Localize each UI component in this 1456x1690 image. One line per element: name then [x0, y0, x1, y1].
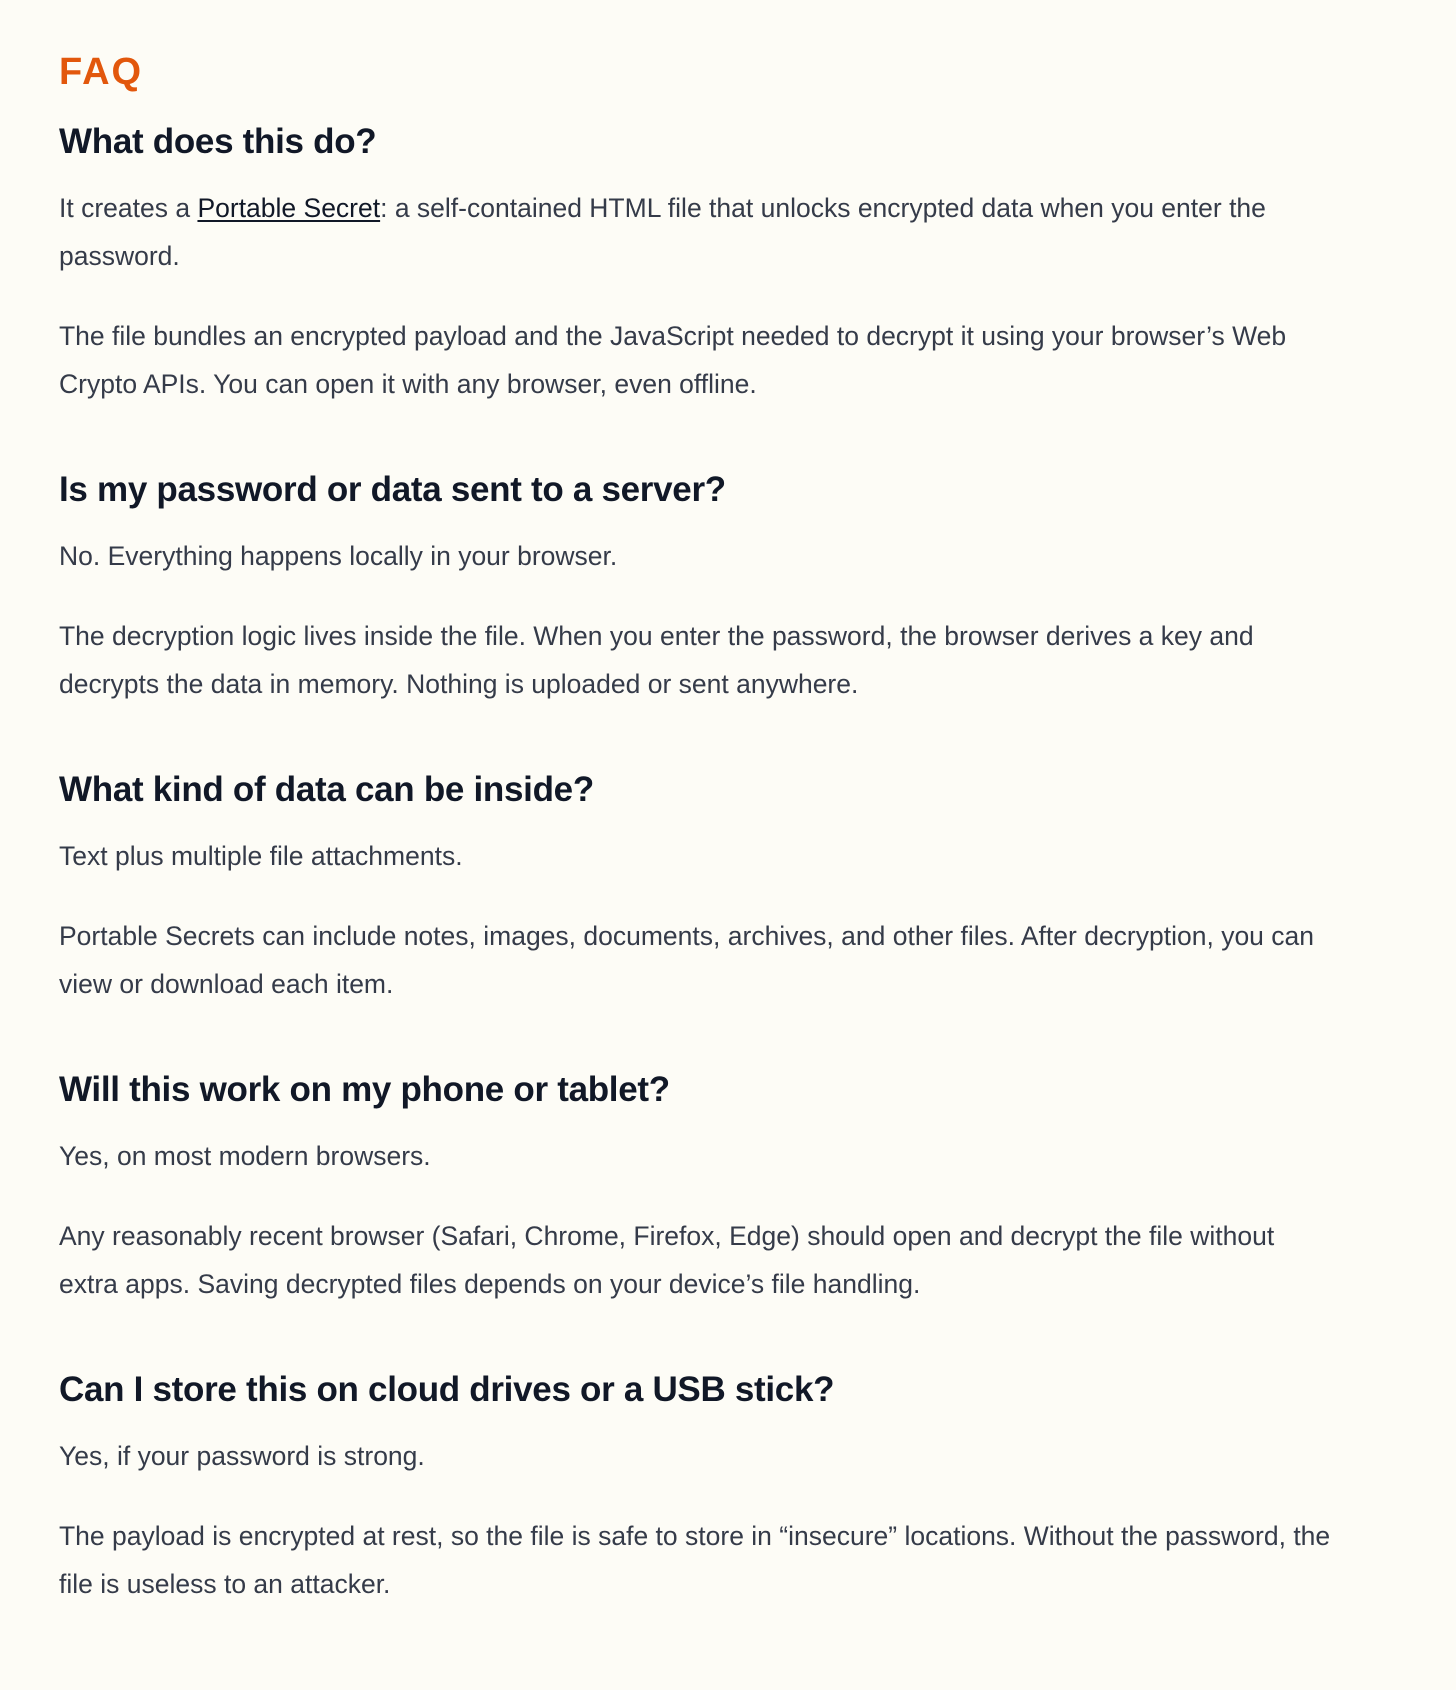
faq-answer-detail: The file bundles an encrypted payload and the JavaScript needed to decrypt it using your browser’s Web Crypto APIs. You can open it with any browser, even offline.: [59, 321, 1287, 399]
faq-answer-detail: The payload is encrypted at rest, so the file is safe to store in “insecure” locations. Without the password, the file is useless to an attacker.: [59, 1521, 1331, 1599]
portable-secret-link[interactable]: Portable Secret: [197, 193, 381, 223]
faq-answer-summary: No. Everything happens locally in your browser.: [59, 541, 618, 571]
faq-question: What does this do?: [59, 122, 377, 161]
faq-item-cloud-usb: [59, 1366, 1340, 1608]
faq-item-what-does-this-do: [59, 118, 1340, 408]
answer-text: : a self-contained HTML file that unlocks encrypted data when you enter the password.: [59, 193, 1266, 271]
faq-item-server: [59, 466, 1340, 708]
faq-question: What kind of data can be inside?: [59, 770, 594, 809]
faq-question: Is my password or data sent to a server?: [59, 470, 726, 509]
faq-title: FAQ: [59, 51, 144, 93]
faq-answer-detail: Any reasonably recent browser (Safari, Chrome, Firefox, Edge) should open and decrypt the file without extra apps. Saving decrypted files depends on your device’s file handling.: [59, 1221, 1275, 1299]
faq-answer-summary: [59, 184, 1340, 280]
faq-item-phone-tablet: [59, 1066, 1340, 1308]
faq-answer-detail: Portable Secrets can include notes, images, documents, archives, and other files. After decryption, you can view or download each item.: [59, 921, 1315, 999]
faq-question: Will this work on my phone or tablet?: [59, 1070, 670, 1109]
faq-question: Can I store this on cloud drives or a USB stick?: [59, 1370, 835, 1409]
faq-item-data-kind: [59, 766, 1340, 1008]
faq-answer-detail: The decryption logic lives inside the file. When you enter the password, the browser derives a key and decrypts the data in memory. Nothing is uploaded or sent anywhere.: [59, 621, 1254, 699]
faq-answer-summary: Yes, on most modern browsers.: [59, 1141, 431, 1171]
faq-answer-summary: Text plus multiple file attachments.: [59, 841, 463, 871]
faq-answer-summary: Yes, if your password is strong.: [59, 1441, 425, 1471]
answer-text: It creates a: [59, 193, 198, 223]
